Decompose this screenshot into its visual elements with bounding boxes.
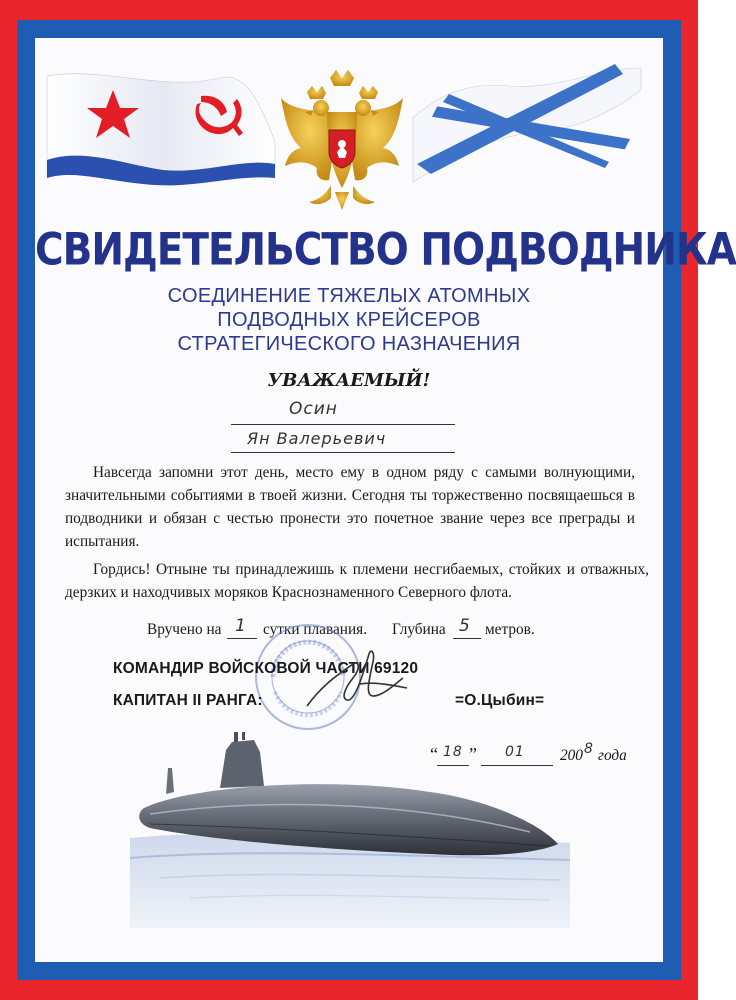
depth-suffix: метров. bbox=[485, 621, 535, 638]
soviet-naval-flag-icon bbox=[43, 64, 279, 192]
depth-line bbox=[453, 638, 481, 639]
double-headed-eagle-icon bbox=[277, 68, 407, 218]
date-close-quote: ” bbox=[469, 744, 477, 764]
date-suffix: года bbox=[598, 747, 627, 764]
signatory: =О.Цыбин= bbox=[455, 692, 545, 709]
date-year-digit: 8 bbox=[584, 741, 594, 757]
paragraph-2-text: Гордись! Отныне ты принадлежишь к племени несгибаемых, стойких и отважных, дерзких и находчивых моряков Краснознаменного Северного флота. bbox=[65, 561, 649, 601]
subtitle-line-2: ПОДВОДНЫХ КРЕЙСЕРОВ bbox=[217, 309, 481, 331]
date-year-prefix: 200 bbox=[560, 747, 583, 764]
subtitle-line-3: СТРАТЕГИЧЕСКОГО НАЗНАЧЕНИЯ bbox=[177, 333, 521, 355]
certificate-paper bbox=[35, 38, 736, 962]
commander-line: КОМАНДИР ВОЙСКОВОЙ ЧАСТИ 69120 bbox=[113, 660, 419, 677]
awarded-prefix: Вручено на bbox=[147, 621, 222, 638]
captain-line: КАПИТАН II РАНГА: bbox=[113, 692, 263, 709]
recipient-name: Ян Валерьевич bbox=[247, 429, 387, 448]
name-line bbox=[231, 452, 455, 453]
depth-prefix: Глубина bbox=[392, 621, 446, 638]
recipient-surname: Осин bbox=[289, 399, 338, 419]
date-month: 01 bbox=[505, 744, 525, 760]
paragraph-1-text: Навсегда запомни этот день, место ему в одном ряду с самыми волнующими, значительными событиями в твоей жизни. Сегодня ты торжественно посвящаешься в подводники и обязан с честью пронести это почетное звание через все преграды и испытания. bbox=[65, 464, 635, 550]
subtitle-line-1: СОЕДИНЕНИЕ ТЯЖЕЛЫХ АТОМНЫХ bbox=[167, 285, 531, 307]
surname-line bbox=[231, 424, 455, 425]
date-open-quote: “ bbox=[430, 744, 438, 764]
depth-value: 5 bbox=[459, 616, 471, 636]
date-day: 18 bbox=[443, 744, 463, 760]
st-andrew-flag-icon bbox=[409, 64, 645, 192]
certificate-title: СВИДЕТЕЛЬСТВО ПОДВОДНИКА bbox=[35, 224, 736, 276]
paragraph-2 bbox=[65, 558, 649, 604]
submarine-illustration bbox=[130, 728, 570, 928]
awarded-days: 1 bbox=[235, 616, 247, 636]
awarded-mid: сутки плавания. bbox=[263, 621, 368, 638]
paragraph-1 bbox=[65, 461, 635, 553]
signature bbox=[303, 644, 413, 724]
greeting: УВАЖАЕМЫЙ! bbox=[267, 370, 431, 391]
